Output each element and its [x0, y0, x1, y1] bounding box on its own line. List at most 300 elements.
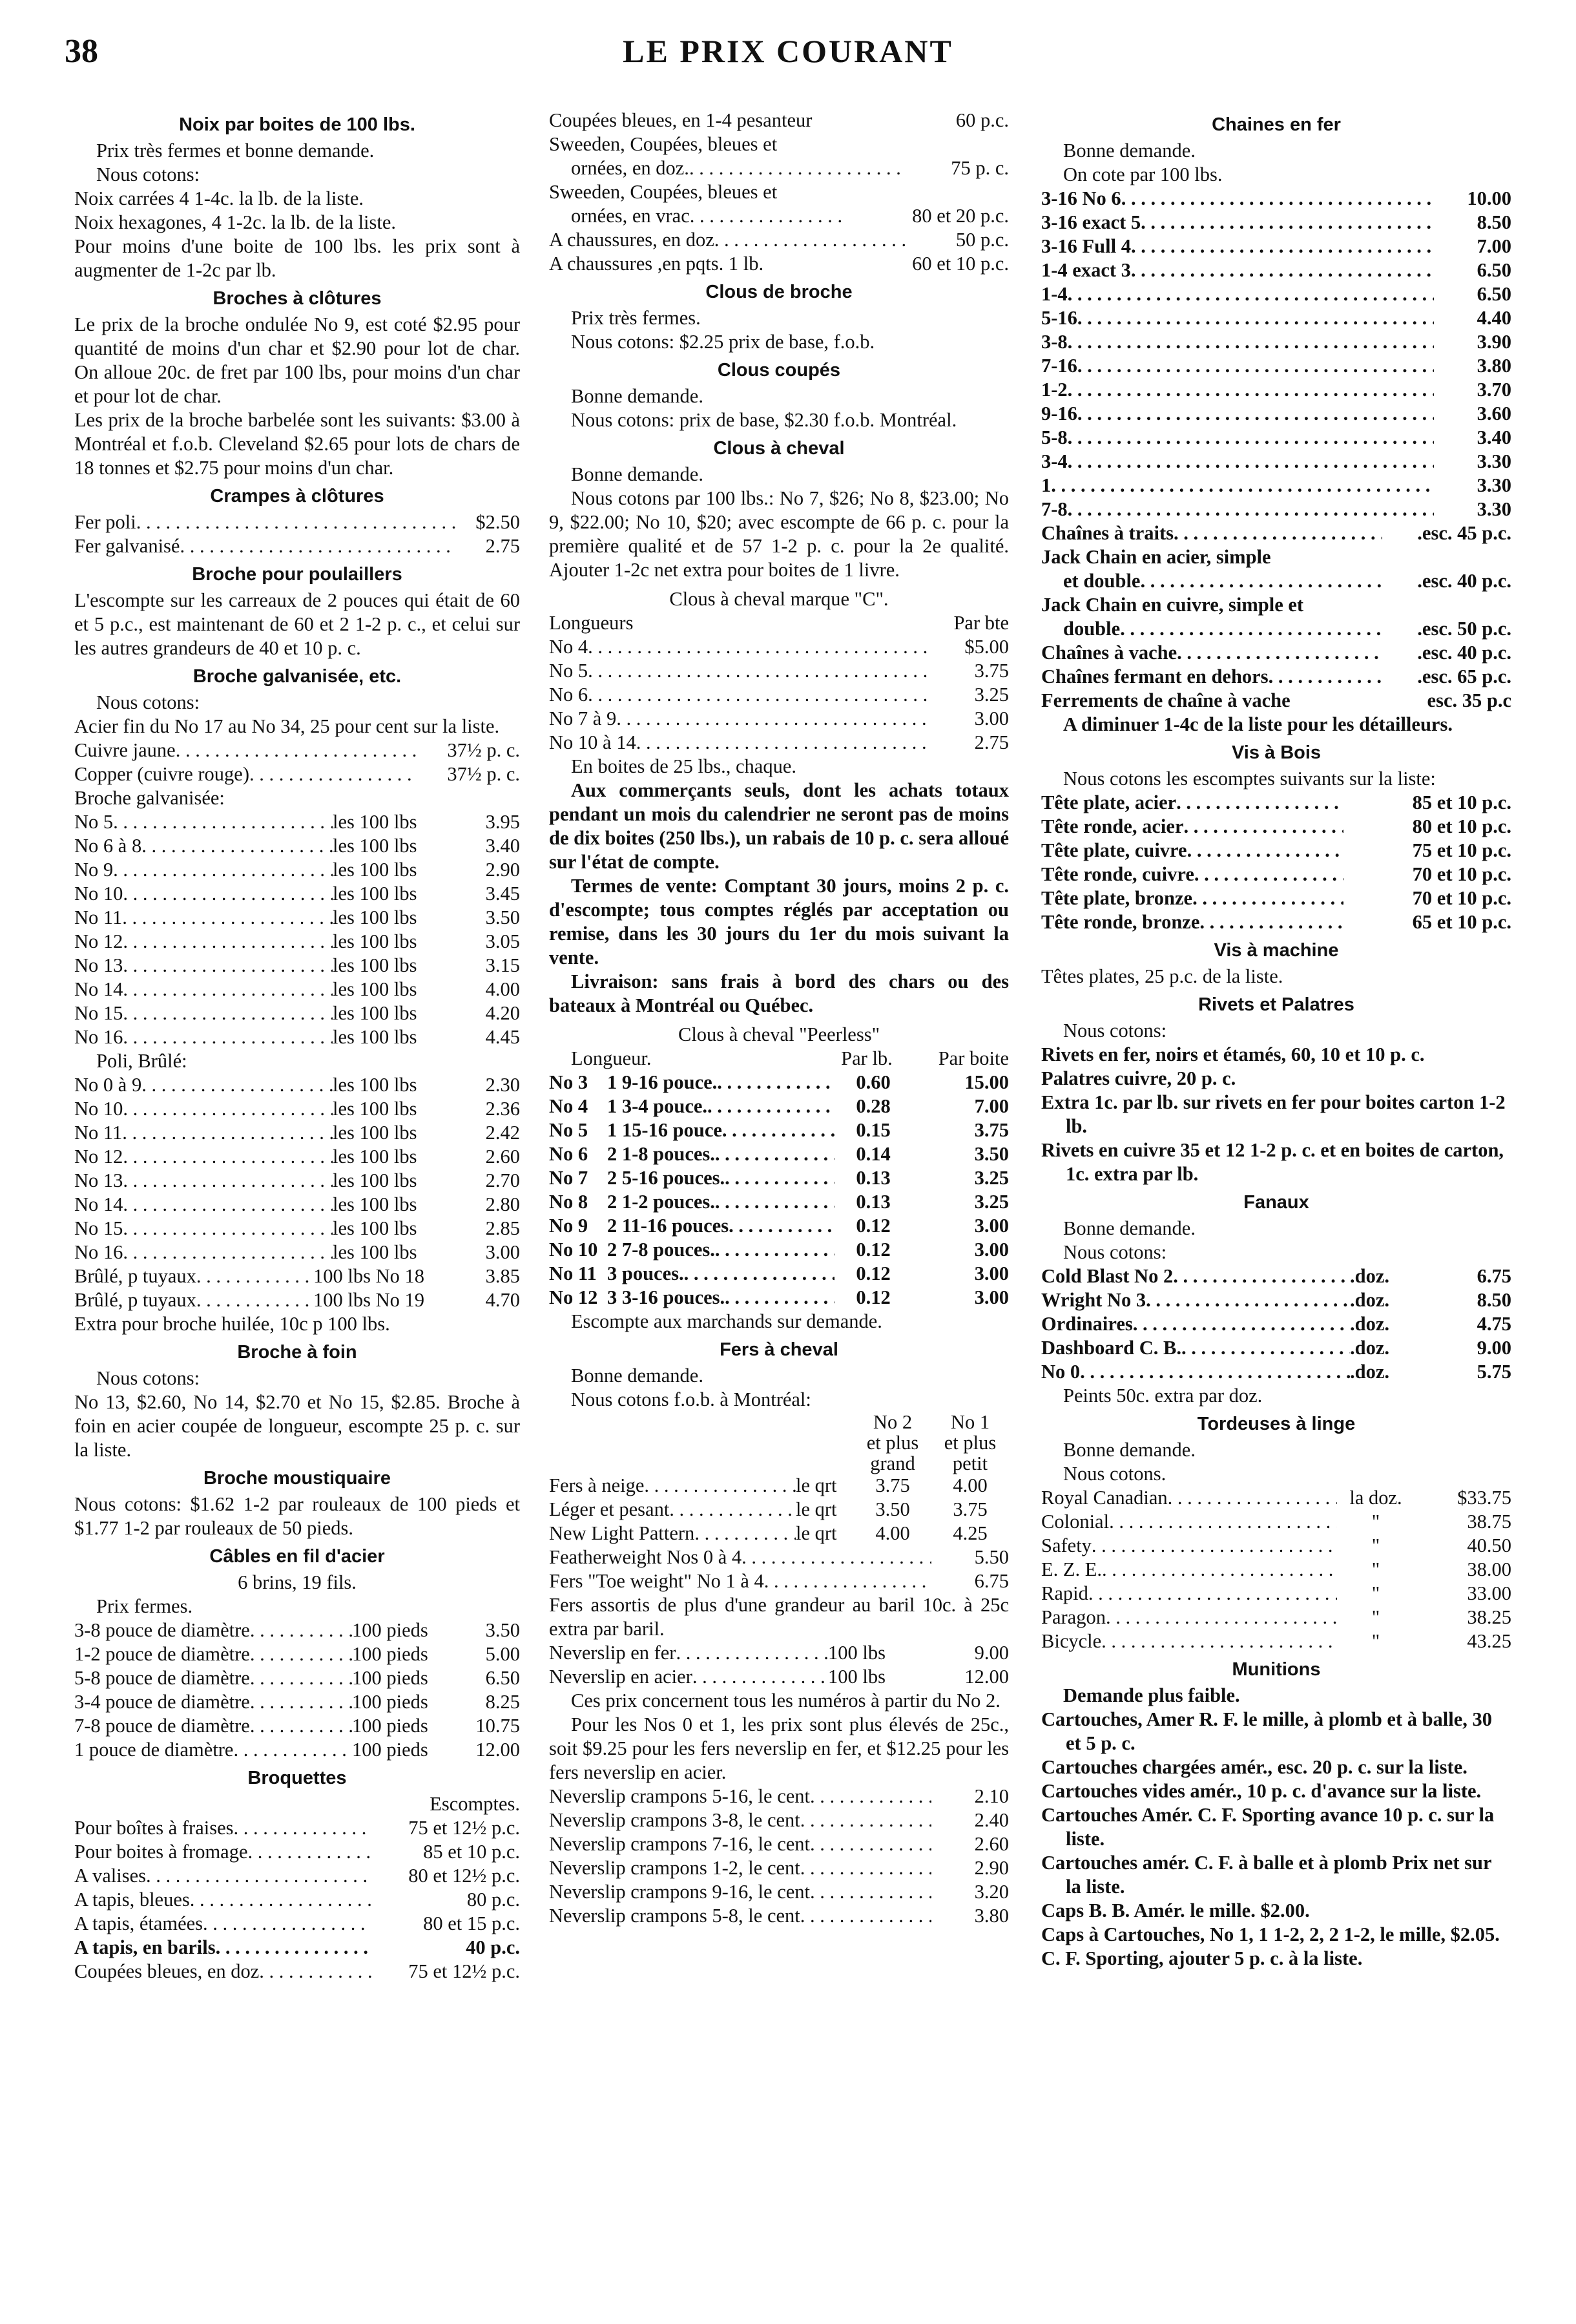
- item-label: Fer galvanisé: [74, 535, 180, 557]
- leader-dots: [1181, 1336, 1350, 1360]
- text-paragraph: Extra 1c. par lb. sur rivets en fer pour boites carton 1-2 lb.: [1041, 1091, 1506, 1137]
- leader-dots: [725, 1286, 835, 1310]
- leader-dots: [122, 906, 333, 930]
- item-unit: ": [1371, 1630, 1380, 1652]
- item-label: Brûlé, p tuyaux: [74, 1265, 196, 1287]
- text-line: Noix hexagones, 4 1-2c. la lb. de la liste.: [74, 211, 397, 233]
- leader-dots: [248, 1840, 372, 1864]
- text-paragraph: Acier fin du No 17 au No 34, 25 pour cent sur la liste.: [74, 715, 500, 737]
- item-price-box: 3.25: [974, 1191, 1009, 1213]
- leader-dots: [1077, 402, 1434, 426]
- item-label: Chaînes fermant en dehors: [1041, 665, 1269, 687]
- leader-dots: [722, 1118, 835, 1142]
- item-label: 1-2: [1041, 379, 1068, 401]
- price-row: [74, 858, 520, 882]
- leader-dots: [123, 1145, 333, 1169]
- leader-dots: [1068, 450, 1434, 474]
- price-row: [74, 738, 520, 762]
- section-heading: Chaines en fer: [1212, 114, 1341, 135]
- column-3: [1041, 109, 1511, 1971]
- item-number: No 8: [549, 1191, 588, 1213]
- leader-dots: [800, 1856, 931, 1880]
- item-price: 3.00: [974, 707, 1009, 729]
- item-label: Ferrements de chaîne à vache: [1041, 689, 1291, 711]
- leader-dots: [250, 1642, 352, 1666]
- price-row: [549, 1832, 1009, 1856]
- price-row: [1041, 1582, 1511, 1606]
- item-unit: la doz.: [1349, 1487, 1402, 1509]
- price-row: [1041, 1486, 1511, 1510]
- price-row: [74, 1864, 520, 1888]
- lanterns-table: [1041, 1264, 1511, 1384]
- item-label: 3-16 exact 5: [1041, 211, 1141, 233]
- item-price: 6.75: [974, 1570, 1009, 1592]
- item-price: 2.60: [485, 1146, 520, 1167]
- leader-dots: [1173, 1264, 1350, 1288]
- item-label: 3-4 pouce de diamètre: [74, 1691, 250, 1713]
- price-row: [549, 1569, 1009, 1593]
- polished-wire-table: [74, 1073, 520, 1264]
- item-label: Rapid: [1041, 1582, 1088, 1604]
- price-row: [549, 109, 1009, 132]
- item-unit: les 100 lbs: [333, 1074, 417, 1096]
- item-label: 1 pouce de diamètre: [74, 1739, 234, 1761]
- text-paragraph: Pour moins d'une boite de 100 lbs. les prix sont à augmenter de 1-2c par lb.: [74, 235, 520, 281]
- item-unit: 100 pieds: [352, 1739, 428, 1761]
- section-heading: Broquettes: [247, 1768, 347, 1788]
- item-label: Coupées bleues, en 1-4 pesanteur: [549, 109, 813, 131]
- column-header: Par lb.: [841, 1047, 893, 1069]
- item-label: E. Z. E.: [1041, 1558, 1103, 1580]
- price-row: [74, 1264, 520, 1288]
- leader-dots: [1102, 1558, 1337, 1582]
- item-label: Neverslip crampons 3-8, le cent: [549, 1809, 800, 1831]
- leader-dots: [1133, 1312, 1350, 1336]
- item-price: 9.00: [1477, 1337, 1511, 1359]
- item-label: No 13: [74, 954, 123, 976]
- item-price: 3.50: [875, 1498, 910, 1520]
- price-row: [1041, 187, 1511, 211]
- price-row: [1041, 282, 1511, 306]
- munitions-line: Cartouches, Amer R. F. le mille, à plomb et à balle, 30 et 5 p. c.: [1041, 1708, 1493, 1754]
- item-price-lb: 0.12: [856, 1262, 891, 1284]
- item-unit: les 100 lbs: [333, 1169, 417, 1191]
- item-price: 4.75: [1477, 1313, 1511, 1335]
- item-price: 2.42: [485, 1122, 520, 1144]
- item-label: No 15: [74, 1217, 123, 1239]
- item-unit: les 100 lbs: [333, 1193, 417, 1215]
- item-length: 1 3-4 pouce.: [607, 1095, 708, 1117]
- item-price: 60 et 10 p.c.: [912, 253, 1009, 275]
- text-line: Peints 50c. extra par doz.: [1063, 1385, 1263, 1407]
- text-line: Escomptes.: [430, 1793, 520, 1815]
- text-line: Bonne demande.: [571, 1365, 703, 1387]
- price-row: [1041, 617, 1511, 641]
- text-paragraph: Nous cotons les escomptes suivants sur la liste:: [1063, 768, 1436, 790]
- price-row: [549, 1214, 1009, 1238]
- item-length: 2 11-16 pouces: [607, 1215, 729, 1237]
- subsection-title: Broche galvanisée:: [74, 787, 225, 809]
- item-price: 75 et 10 p.c.: [1412, 839, 1511, 861]
- item-price-lb: 0.12: [856, 1286, 891, 1308]
- price-row: [74, 1073, 520, 1097]
- item-unit: ": [1371, 1534, 1380, 1556]
- leader-dots: [1080, 1360, 1350, 1384]
- price-row: [1041, 1336, 1511, 1360]
- munitions-line: Cartouches chargées amér., esc. 20 p. c. sur la liste.: [1041, 1756, 1467, 1778]
- text-line: Têtes plates, 25 p.c. de la liste.: [1041, 965, 1283, 987]
- munitions-line: Cartouches amér. C. F. à balle et à plomb Prix net sur la liste.: [1041, 1852, 1491, 1898]
- item-price: 85 et 10 p.c.: [423, 1841, 520, 1863]
- item-number: No 12: [549, 1286, 598, 1308]
- text-line: Nous cotons:: [96, 691, 200, 713]
- item-label: No 4: [549, 636, 588, 658]
- item-price-box: 3.50: [974, 1143, 1009, 1165]
- item-price-lb: 0.15: [856, 1119, 891, 1141]
- price-row: [549, 1118, 1009, 1142]
- leader-dots: [113, 858, 333, 882]
- item-label: No 13: [74, 1169, 123, 1191]
- price-row: [1041, 1360, 1511, 1384]
- price-row: [549, 252, 1009, 276]
- section-heading: Crampes à clôtures: [210, 486, 384, 507]
- leader-dots: [1176, 791, 1343, 815]
- price-row: [549, 1665, 1009, 1689]
- item-price: 2.75: [485, 535, 520, 557]
- price-row: [1041, 1264, 1511, 1288]
- item-label: 5-8: [1041, 426, 1068, 448]
- item-unit: les 100 lbs: [333, 1241, 417, 1263]
- price-row: [74, 1738, 520, 1762]
- item-unit: .doz.: [1350, 1265, 1389, 1287]
- leader-dots: [203, 1912, 371, 1936]
- item-price: $33.75: [1457, 1487, 1511, 1509]
- item-label: No 5: [549, 660, 588, 682]
- price-row: [1041, 1312, 1511, 1336]
- item-price: 75 et 12½ p.c.: [408, 1960, 520, 1982]
- item-unit: ": [1371, 1511, 1380, 1533]
- item-price-lb: 0.13: [856, 1167, 891, 1189]
- item-unit: ": [1371, 1606, 1380, 1628]
- leader-dots: [123, 1193, 333, 1217]
- price-row: [549, 683, 1009, 707]
- leader-dots: [1109, 1510, 1337, 1534]
- item-length: 3 3-16 pouces.: [607, 1286, 725, 1308]
- leader-dots: [669, 1498, 796, 1522]
- item-unit: 100 lbs: [828, 1642, 886, 1664]
- price-row: [1041, 211, 1511, 235]
- item-label: 7-8: [1041, 498, 1068, 520]
- price-row: [74, 534, 520, 558]
- item-label: Pour boites à fromage: [74, 1841, 248, 1863]
- leader-dots: [1141, 211, 1434, 235]
- item-label: Neverslip crampons 5-16, le cent: [549, 1785, 810, 1807]
- item-price: 8.25: [485, 1691, 520, 1713]
- item-price: 3.75: [974, 660, 1009, 682]
- item-label: Neverslip crampons 5-8, le cent: [549, 1905, 800, 1927]
- section-heading: Rivets et Palatres: [1198, 994, 1354, 1015]
- leader-dots: [1131, 258, 1434, 282]
- item-price: 37½ p. c.: [447, 739, 520, 761]
- item-price: 60 p.c.: [955, 109, 1009, 131]
- item-label: 9-16: [1041, 403, 1077, 424]
- item-unit: ": [1371, 1582, 1380, 1604]
- text-line: En boites de 25 lbs., chaque.: [571, 755, 796, 777]
- leader-dots: [1192, 886, 1343, 910]
- item-length: 1 9-16 pouce.: [607, 1071, 718, 1093]
- item-price: 85 et 10 p.c.: [1412, 791, 1511, 813]
- item-label: 1-2 pouce de diamètre: [74, 1643, 250, 1665]
- item-length: 2 1-2 pouces.: [607, 1191, 715, 1213]
- price-row: [549, 635, 1009, 659]
- price-row: [1041, 1534, 1511, 1558]
- item-label: Wright No 3: [1041, 1289, 1146, 1311]
- item-price: 6.75: [1477, 1265, 1511, 1287]
- item-unit: 100 pieds: [352, 1643, 428, 1665]
- price-row: [1041, 426, 1511, 450]
- item-price: 3.90: [1477, 331, 1511, 353]
- leader-dots: [250, 1690, 352, 1714]
- text-paragraph: A diminuer 1-4c de la liste pour les détailleurs.: [1063, 713, 1453, 735]
- item-unit: les 100 lbs: [333, 1098, 417, 1120]
- item-price: 3.00: [485, 1241, 520, 1263]
- text-line: Bonne demande.: [571, 463, 703, 485]
- item-label: 3-8 pouce de diamètre: [74, 1619, 250, 1641]
- item-label: Neverslip crampons 1-2, le cent: [549, 1857, 800, 1879]
- item-price: 2.30: [485, 1074, 520, 1096]
- item-price: 2.10: [974, 1785, 1009, 1807]
- item-label: Coupées bleues, en doz: [74, 1960, 260, 1982]
- leader-dots: [1068, 378, 1434, 402]
- munitions-line: C. F. Sporting, ajouter 5 p. c. à la liste.: [1041, 1947, 1363, 1969]
- item-length: 2 5-16 pouces.: [607, 1167, 725, 1189]
- item-price: 3.30: [1477, 450, 1511, 472]
- leader-dots: [259, 1960, 371, 1984]
- price-row: [1041, 689, 1511, 713]
- item-label: No 11: [74, 1122, 123, 1144]
- leader-dots: [1121, 187, 1434, 211]
- item-label: 5-16: [1041, 307, 1077, 329]
- column-header: Longueur.: [571, 1047, 652, 1069]
- tacks-table: [74, 1816, 520, 1984]
- text-line: Sweeden, Coupées, bleues et: [549, 181, 778, 203]
- subsection-title: Clous à cheval marque "C".: [669, 588, 889, 610]
- price-row: [1041, 839, 1511, 863]
- price-row: [1041, 910, 1511, 934]
- item-price: 4.25: [953, 1522, 988, 1544]
- item-price: 3.15: [485, 954, 520, 976]
- item-label: 3-8: [1041, 331, 1068, 353]
- item-price-lb: 0.14: [856, 1143, 891, 1165]
- item-label: No 7 à 9: [549, 707, 617, 729]
- item-number: No 4: [549, 1095, 588, 1117]
- leader-dots: [616, 707, 931, 731]
- item-unit: le qrt: [796, 1474, 837, 1496]
- text-paragraph: Fers assortis de plus d'une grandeur au baril 10c. à 25c extra par baril.: [549, 1594, 1009, 1640]
- leader-dots: [123, 1001, 333, 1025]
- leader-dots: [800, 1808, 931, 1832]
- item-price: 3.40: [485, 835, 520, 857]
- item-label: 7-8 pouce de diamètre: [74, 1715, 250, 1737]
- section-heading: Broche pour poulaillers: [192, 564, 402, 585]
- item-price: 8.50: [1477, 1289, 1511, 1311]
- item-price: 3.30: [1477, 474, 1511, 496]
- item-unit: le qrt: [796, 1498, 837, 1520]
- item-price: .esc. 40 p.c.: [1417, 642, 1511, 664]
- item-price: 3.50: [485, 1619, 520, 1641]
- item-price: 75 et 12½ p.c.: [408, 1817, 520, 1839]
- leader-dots: [190, 1888, 371, 1912]
- text-paragraph: Rivets en fer, noirs et étamés, 60, 10 et 10 p. c.: [1041, 1043, 1425, 1065]
- price-row: [549, 1522, 1009, 1545]
- price-row: [1041, 521, 1511, 545]
- item-unit: 100 lbs No 19: [313, 1289, 424, 1311]
- item-price: 2.70: [485, 1169, 520, 1191]
- item-price: 6.50: [485, 1667, 520, 1689]
- item-label: 3-16 Full 4: [1041, 235, 1131, 257]
- price-row: [549, 1904, 1009, 1928]
- price-row: [1041, 450, 1511, 474]
- item-label: Featherweight Nos 0 à 4: [549, 1546, 742, 1568]
- munitions-line: Caps B. B. Amér. le mille. $2.00.: [1041, 1900, 1310, 1921]
- leader-dots: [141, 834, 333, 858]
- item-label: Tête plate, cuivre: [1041, 839, 1187, 861]
- section-heading: Tordeuses à linge: [1197, 1414, 1356, 1434]
- text-line: Nous cotons:: [96, 163, 200, 185]
- item-price: 33.00: [1467, 1582, 1511, 1604]
- item-price: 3.30: [1477, 498, 1511, 520]
- item-price: 2.80: [485, 1193, 520, 1215]
- item-label: A chaussures ,en pqts. 1 lb.: [549, 253, 764, 275]
- leader-dots: [800, 1904, 931, 1928]
- price-row: [74, 1193, 520, 1217]
- price-row: [1041, 497, 1511, 521]
- subsection-title: Clous à cheval "Peerless": [678, 1023, 880, 1045]
- item-price: 3.80: [1477, 355, 1511, 377]
- item-price-lb: 0.12: [856, 1215, 891, 1237]
- item-price: 9.00: [974, 1642, 1009, 1664]
- item-price: 3.50: [485, 906, 520, 928]
- item-label: No 11: [74, 906, 123, 928]
- text-line: Jack Chain en cuivre, simple et: [1041, 594, 1304, 616]
- item-price: 4.00: [875, 1522, 910, 1544]
- item-unit: les 100 lbs: [333, 1026, 417, 1048]
- price-row: [549, 659, 1009, 683]
- price-row: [549, 1190, 1009, 1214]
- item-label: No 10: [74, 883, 123, 905]
- item-number: No 7: [549, 1167, 588, 1189]
- item-label: No 6 à 8: [74, 835, 142, 857]
- price-row: [74, 1888, 520, 1912]
- item-price-box: 15.00: [964, 1071, 1009, 1093]
- item-price: 3.25: [974, 684, 1009, 706]
- item-number: No 3: [549, 1071, 588, 1093]
- price-row: [1041, 330, 1511, 354]
- text-paragraph: L'escompte sur les carreaux de 2 pouces qui était de 60 et 5 p.c., est maintenant de 60 et 2 1-2 p. c., et celui sur les autres grandeurs de 40 et 10 p. c.: [74, 589, 520, 659]
- price-row: [1041, 1629, 1511, 1653]
- item-label: Cold Blast No 2: [1041, 1265, 1174, 1287]
- section-heading: Fanaux: [1243, 1192, 1309, 1213]
- item-price: 8.50: [1477, 211, 1511, 233]
- item-price: 3.75: [875, 1474, 910, 1496]
- price-row: [549, 228, 1009, 252]
- item-label: A tapis, bleues: [74, 1889, 190, 1910]
- item-label: Cuivre jaune: [74, 739, 176, 761]
- item-label: No 10 à 14: [549, 731, 636, 753]
- leader-dots: [123, 954, 333, 978]
- item-price: 4.20: [485, 1002, 520, 1024]
- table-header: [549, 1412, 1009, 1474]
- price-row: [549, 1286, 1009, 1310]
- column-header: No 1 et plus petit: [944, 1411, 997, 1474]
- item-price: 3.20: [974, 1881, 1009, 1903]
- column-1: [74, 109, 520, 1984]
- item-price: 80 p.c.: [466, 1889, 520, 1910]
- price-row: [74, 882, 520, 906]
- price-row: [1041, 886, 1511, 910]
- item-price: 3.75: [953, 1498, 988, 1520]
- price-row: [1041, 791, 1511, 815]
- price-row: [1041, 235, 1511, 258]
- item-price: 3.45: [485, 883, 520, 905]
- text-line: Nous cotons f.o.b. à Montréal:: [571, 1388, 811, 1410]
- leader-dots: [715, 1238, 835, 1262]
- item-label: Fers à neige: [549, 1474, 645, 1496]
- price-row: [549, 1856, 1009, 1880]
- item-label: No 0: [1041, 1361, 1081, 1383]
- leader-dots: [1187, 839, 1343, 863]
- text-paragraph: Le prix de la broche ondulée No 9, est coté $2.95 pour quantité de moins d'un char et $2.90 pour lot de char. On alloue 20c. de fret par 100 lbs, pour moins d'un char et pour lot de char.: [74, 313, 520, 407]
- item-price: 3.40: [1477, 426, 1511, 448]
- section-heading: Câbles en fil d'acier: [209, 1546, 385, 1567]
- item-unit: les 100 lbs: [333, 1217, 417, 1239]
- item-price: 80 et 20 p.c.: [912, 205, 1009, 227]
- section-heading: Clous coupés: [717, 360, 841, 381]
- price-row: [74, 1001, 520, 1025]
- price-row: [1041, 474, 1511, 497]
- leader-dots: [250, 1714, 352, 1738]
- item-label: A tapis, étamées: [74, 1912, 203, 1934]
- item-price: 4.70: [485, 1289, 520, 1311]
- item-label: Chaînes à vache: [1041, 642, 1177, 664]
- price-row: [549, 1166, 1009, 1190]
- item-price-box: 3.25: [974, 1167, 1009, 1189]
- item-label: Neverslip en fer: [549, 1642, 676, 1664]
- leader-dots: [1068, 330, 1434, 354]
- leader-dots: [1077, 354, 1434, 378]
- price-row: [1041, 378, 1511, 402]
- item-label: Paragon: [1041, 1606, 1106, 1628]
- section-heading: Vis à Bois: [1231, 742, 1322, 763]
- text-paragraph: Nous cotons: $1.62 1-2 par rouleaux de 100 pieds et $1.77 1-2 par rouleaux de 50 pieds.: [74, 1493, 520, 1539]
- item-price: 6.50: [1477, 259, 1511, 281]
- text-line: Bonne demande.: [1063, 140, 1196, 162]
- item-label: 5-8 pouce de diamètre: [74, 1667, 250, 1689]
- item-unit: ": [1371, 1558, 1380, 1580]
- item-label: 3-16 No 6: [1041, 187, 1121, 209]
- item-unit: les 100 lbs: [333, 1122, 417, 1144]
- text-line: Sweeden, Coupées, bleues et: [549, 133, 778, 155]
- item-price: 2.60: [974, 1833, 1009, 1855]
- item-label: Colonial: [1041, 1511, 1110, 1533]
- column-header: No 2 et plus grand: [866, 1411, 919, 1474]
- leader-dots: [123, 1217, 333, 1241]
- item-label: Tête plate, acier: [1041, 791, 1177, 813]
- item-price-box: 3.75: [974, 1119, 1009, 1141]
- item-label: A chaussures, en doz: [549, 229, 714, 251]
- leader-dots: [725, 1166, 835, 1190]
- item-price: 3.95: [485, 811, 520, 833]
